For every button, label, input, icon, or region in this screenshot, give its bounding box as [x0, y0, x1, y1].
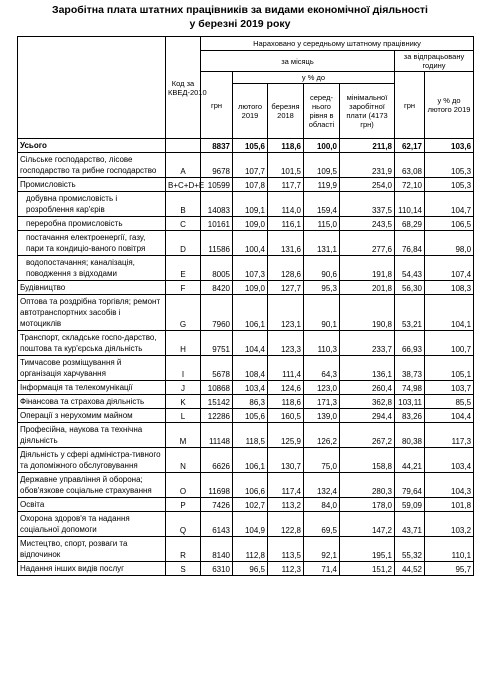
- activity-name: Професійна, наукова та технічна діяльність: [18, 423, 166, 448]
- header-min-wage: мінімальної заробітної плати (4173 грн): [340, 84, 395, 139]
- table-row: [18, 217, 474, 231]
- kved-code: A: [166, 153, 201, 178]
- header-uah-hour: грн: [395, 72, 425, 139]
- kved-code: K: [166, 395, 201, 409]
- kved-code: L: [166, 409, 201, 423]
- value-h-uah: 76,84: [395, 231, 425, 256]
- value-mar: 122,8: [268, 512, 304, 537]
- value-mar: 127,7: [268, 281, 304, 295]
- kved-code: P: [166, 498, 201, 512]
- activity-name: Промисловість: [18, 178, 166, 192]
- table-row: [18, 281, 474, 295]
- value-h-pct: 98,0: [425, 231, 474, 256]
- value-mar: 125,9: [268, 423, 304, 448]
- value-h-uah: 56,30: [395, 281, 425, 295]
- value-feb: 86,3: [233, 395, 268, 409]
- value-mar: 123,1: [268, 295, 304, 331]
- value-feb: 107,8: [233, 178, 268, 192]
- header-mar-2018: березня 2018: [268, 84, 304, 139]
- value-feb: 108,4: [233, 356, 268, 381]
- value-h-uah: 79,64: [395, 473, 425, 498]
- activity-name: Мистецтво, спорт, розваги та відпочинок: [18, 537, 166, 562]
- header-accrued: Нараховано у середньому штатному працівнику: [201, 37, 474, 51]
- value-feb: 96,5: [233, 562, 268, 576]
- table-body: [18, 139, 474, 576]
- value-h-pct: 103,7: [425, 381, 474, 395]
- value-h-pct: 105,1: [425, 356, 474, 381]
- table-row: [18, 409, 474, 423]
- value-min: 233,7: [340, 331, 395, 356]
- value-avg: 171,3: [304, 395, 340, 409]
- value-min: 147,2: [340, 512, 395, 537]
- header-pct: у % до: [233, 72, 395, 84]
- value-min: 260,4: [340, 381, 395, 395]
- value-mar: 117,4: [268, 473, 304, 498]
- value-uah: 9678: [201, 153, 233, 178]
- value-h-uah: 68,29: [395, 217, 425, 231]
- value-feb: 107,3: [233, 256, 268, 281]
- value-mar: 116,1: [268, 217, 304, 231]
- value-avg: 115,0: [304, 217, 340, 231]
- value-h-pct: 110,1: [425, 537, 474, 562]
- value-min: 211,8: [340, 139, 395, 153]
- value-avg: 71,4: [304, 562, 340, 576]
- value-feb: 106,6: [233, 473, 268, 498]
- value-min: 195,1: [340, 537, 395, 562]
- value-h-pct: 100,7: [425, 331, 474, 356]
- value-h-pct: 107,4: [425, 256, 474, 281]
- value-h-pct: 104,4: [425, 409, 474, 423]
- value-feb: 103,4: [233, 381, 268, 395]
- value-feb: 102,7: [233, 498, 268, 512]
- value-mar: 118,6: [268, 139, 304, 153]
- value-uah: 11148: [201, 423, 233, 448]
- value-h-pct: 104,7: [425, 192, 474, 217]
- value-h-uah: 83,26: [395, 409, 425, 423]
- value-avg: 132,4: [304, 473, 340, 498]
- value-avg: 110,3: [304, 331, 340, 356]
- value-mar: 113,2: [268, 498, 304, 512]
- activity-name: Сільське господарство, лісове господарство та рибне господарство: [18, 153, 166, 178]
- value-min: 136,1: [340, 356, 395, 381]
- value-min: 231,9: [340, 153, 395, 178]
- value-avg: 139,0: [304, 409, 340, 423]
- value-uah: 9751: [201, 331, 233, 356]
- kved-code: B: [166, 192, 201, 217]
- value-h-uah: 103,11: [395, 395, 425, 409]
- kved-code: D: [166, 231, 201, 256]
- value-h-pct: 105,3: [425, 153, 474, 178]
- page-title: [0, 3, 480, 31]
- value-mar: 112,3: [268, 562, 304, 576]
- value-h-uah: 54,43: [395, 256, 425, 281]
- value-h-uah: 66,93: [395, 331, 425, 356]
- activity-name: Транспорт, складське госпо-дарство, поштова та кур'єрська діяльність: [18, 331, 166, 356]
- value-mar: 114,0: [268, 192, 304, 217]
- value-h-uah: 44,21: [395, 448, 425, 473]
- value-mar: 117,7: [268, 178, 304, 192]
- value-avg: 69,5: [304, 512, 340, 537]
- value-min: 190,8: [340, 295, 395, 331]
- value-avg: 90,1: [304, 295, 340, 331]
- value-uah: 7960: [201, 295, 233, 331]
- value-mar: 131,6: [268, 231, 304, 256]
- value-uah: 6626: [201, 448, 233, 473]
- value-h-uah: 80,38: [395, 423, 425, 448]
- value-uah: 15142: [201, 395, 233, 409]
- value-mar: 130,7: [268, 448, 304, 473]
- activity-name: добувна промисловість і розроблення кар'єрів: [18, 192, 166, 217]
- value-h-uah: 43,71: [395, 512, 425, 537]
- table-row: [18, 178, 474, 192]
- activity-name: Оптова та роздрібна торгівля; ремонт автотранспортних засобів і мотоциклів: [18, 295, 166, 331]
- value-min: 158,8: [340, 448, 395, 473]
- value-min: 267,2: [340, 423, 395, 448]
- activity-name: Усього: [18, 139, 166, 153]
- value-avg: 119,9: [304, 178, 340, 192]
- value-h-pct: 101,8: [425, 498, 474, 512]
- table-row: [18, 139, 474, 153]
- value-min: 201,8: [340, 281, 395, 295]
- value-h-uah: 59,09: [395, 498, 425, 512]
- value-h-uah: 53,21: [395, 295, 425, 331]
- value-uah: 7426: [201, 498, 233, 512]
- activity-name: Охорона здоров'я та надання соціальної допомоги: [18, 512, 166, 537]
- value-h-pct: 105,3: [425, 178, 474, 192]
- wages-table: [17, 36, 474, 576]
- activity-name: Операції з нерухомим майном: [18, 409, 166, 423]
- activity-name: Державне управління й оборона; обов'язкове соціальне страхування: [18, 473, 166, 498]
- activity-name: Тимчасове розміщування й організація харчування: [18, 356, 166, 381]
- value-avg: 95,3: [304, 281, 340, 295]
- header-avg-region: серед-нього рівня в області: [304, 84, 340, 139]
- kved-code: J: [166, 381, 201, 395]
- kved-code: B+C+D+E: [166, 178, 201, 192]
- value-feb: 112,8: [233, 537, 268, 562]
- value-h-uah: 62,17: [395, 139, 425, 153]
- value-uah: 12286: [201, 409, 233, 423]
- value-min: 362,8: [340, 395, 395, 409]
- value-h-pct: 117,3: [425, 423, 474, 448]
- table-row: [18, 256, 474, 281]
- kved-code: Q: [166, 512, 201, 537]
- title-line-2: у березні 2019 року: [189, 18, 291, 30]
- value-feb: 105,6: [233, 409, 268, 423]
- kved-code: N: [166, 448, 201, 473]
- value-uah: 10599: [201, 178, 233, 192]
- kved-code: S: [166, 562, 201, 576]
- value-avg: 64,3: [304, 356, 340, 381]
- value-uah: 6143: [201, 512, 233, 537]
- header-pct-feb-2019: у % до лютого 2019: [425, 72, 474, 139]
- table-row: [18, 331, 474, 356]
- kved-code: O: [166, 473, 201, 498]
- value-h-pct: 104,1: [425, 295, 474, 331]
- value-uah: 8420: [201, 281, 233, 295]
- kved-code: C: [166, 217, 201, 231]
- value-h-uah: 38,73: [395, 356, 425, 381]
- activity-name: водопостачання; каналізація, поводження з відходами: [18, 256, 166, 281]
- value-feb: 107,7: [233, 153, 268, 178]
- kved-code: I: [166, 356, 201, 381]
- value-uah: 6310: [201, 562, 233, 576]
- value-feb: 118,5: [233, 423, 268, 448]
- value-h-pct: 106,5: [425, 217, 474, 231]
- table-row: [18, 537, 474, 562]
- value-h-pct: 103,4: [425, 448, 474, 473]
- table-row: [18, 448, 474, 473]
- activity-name: Надання інших видів послуг: [18, 562, 166, 576]
- activity-name: переробна промисловість: [18, 217, 166, 231]
- value-min: 178,0: [340, 498, 395, 512]
- value-avg: 92,1: [304, 537, 340, 562]
- value-avg: 131,1: [304, 231, 340, 256]
- table-row: [18, 423, 474, 448]
- table-row: [18, 153, 474, 178]
- value-min: 254,0: [340, 178, 395, 192]
- value-mar: 128,6: [268, 256, 304, 281]
- table-row: [18, 231, 474, 256]
- value-h-uah: 74,98: [395, 381, 425, 395]
- value-feb: 100,4: [233, 231, 268, 256]
- activity-name: Освіта: [18, 498, 166, 512]
- value-h-uah: 63,08: [395, 153, 425, 178]
- value-h-uah: 44,52: [395, 562, 425, 576]
- header-uah: грн: [201, 72, 233, 139]
- header-activity: [18, 37, 166, 139]
- value-uah: 10868: [201, 381, 233, 395]
- value-avg: 90,6: [304, 256, 340, 281]
- kved-code: [166, 139, 201, 153]
- value-h-pct: 85,5: [425, 395, 474, 409]
- table-row: [18, 381, 474, 395]
- value-min: 294,4: [340, 409, 395, 423]
- value-mar: 123,3: [268, 331, 304, 356]
- table-row: [18, 192, 474, 217]
- activity-name: Діяльність у сфері адміністра-тивного та допоміжного обслуговування: [18, 448, 166, 473]
- value-mar: 160,5: [268, 409, 304, 423]
- value-min: 280,3: [340, 473, 395, 498]
- value-uah: 8005: [201, 256, 233, 281]
- value-feb: 105,6: [233, 139, 268, 153]
- activity-name: Будівництво: [18, 281, 166, 295]
- value-feb: 106,1: [233, 295, 268, 331]
- value-feb: 104,9: [233, 512, 268, 537]
- value-mar: 113,5: [268, 537, 304, 562]
- value-feb: 109,1: [233, 192, 268, 217]
- value-feb: 104,4: [233, 331, 268, 356]
- kved-code: M: [166, 423, 201, 448]
- value-uah: 11586: [201, 231, 233, 256]
- value-min: 151,2: [340, 562, 395, 576]
- value-mar: 124,6: [268, 381, 304, 395]
- value-avg: 100,0: [304, 139, 340, 153]
- value-feb: 109,0: [233, 281, 268, 295]
- value-avg: 123,0: [304, 381, 340, 395]
- value-uah: 8140: [201, 537, 233, 562]
- kved-code: R: [166, 537, 201, 562]
- value-min: 277,6: [340, 231, 395, 256]
- table-row: [18, 473, 474, 498]
- table-row: [18, 295, 474, 331]
- title-line-1: Заробітна плата штатних працівників за видами економічної діяльності: [52, 4, 428, 16]
- activity-name: постачання електроенергії, газу, пари та кондиціо-ваного повітря: [18, 231, 166, 256]
- value-avg: 126,2: [304, 423, 340, 448]
- value-uah: 10161: [201, 217, 233, 231]
- value-h-uah: 110,14: [395, 192, 425, 217]
- value-h-pct: 108,3: [425, 281, 474, 295]
- value-mar: 101,5: [268, 153, 304, 178]
- value-mar: 118,6: [268, 395, 304, 409]
- kved-code: E: [166, 256, 201, 281]
- activity-name: Інформація та телекомунікації: [18, 381, 166, 395]
- value-min: 191,8: [340, 256, 395, 281]
- table-row: [18, 512, 474, 537]
- value-h-uah: 55,32: [395, 537, 425, 562]
- value-h-pct: 95,7: [425, 562, 474, 576]
- header-per-month: за місяць: [201, 51, 395, 72]
- header-per-hour: за відпрацьовану годину: [395, 51, 474, 72]
- kved-code: F: [166, 281, 201, 295]
- value-uah: 8837: [201, 139, 233, 153]
- value-uah: 11698: [201, 473, 233, 498]
- value-h-pct: 103,6: [425, 139, 474, 153]
- value-mar: 111,4: [268, 356, 304, 381]
- value-h-pct: 103,2: [425, 512, 474, 537]
- value-min: 337,5: [340, 192, 395, 217]
- value-min: 243,5: [340, 217, 395, 231]
- value-avg: 109,5: [304, 153, 340, 178]
- value-uah: 5678: [201, 356, 233, 381]
- table-row: [18, 356, 474, 381]
- table-row: [18, 395, 474, 409]
- value-avg: 75,0: [304, 448, 340, 473]
- value-uah: 14083: [201, 192, 233, 217]
- kved-code: G: [166, 295, 201, 331]
- header-code: Код за КВЕД-2010: [166, 37, 201, 139]
- value-avg: 84,0: [304, 498, 340, 512]
- kved-code: H: [166, 331, 201, 356]
- value-h-pct: 104,3: [425, 473, 474, 498]
- value-avg: 159,4: [304, 192, 340, 217]
- value-feb: 106,1: [233, 448, 268, 473]
- table-row: [18, 498, 474, 512]
- value-h-uah: 72,10: [395, 178, 425, 192]
- table-row: [18, 562, 474, 576]
- value-feb: 109,0: [233, 217, 268, 231]
- header-feb-2019: лютого 2019: [233, 84, 268, 139]
- activity-name: Фінансова та страхова діяльність: [18, 395, 166, 409]
